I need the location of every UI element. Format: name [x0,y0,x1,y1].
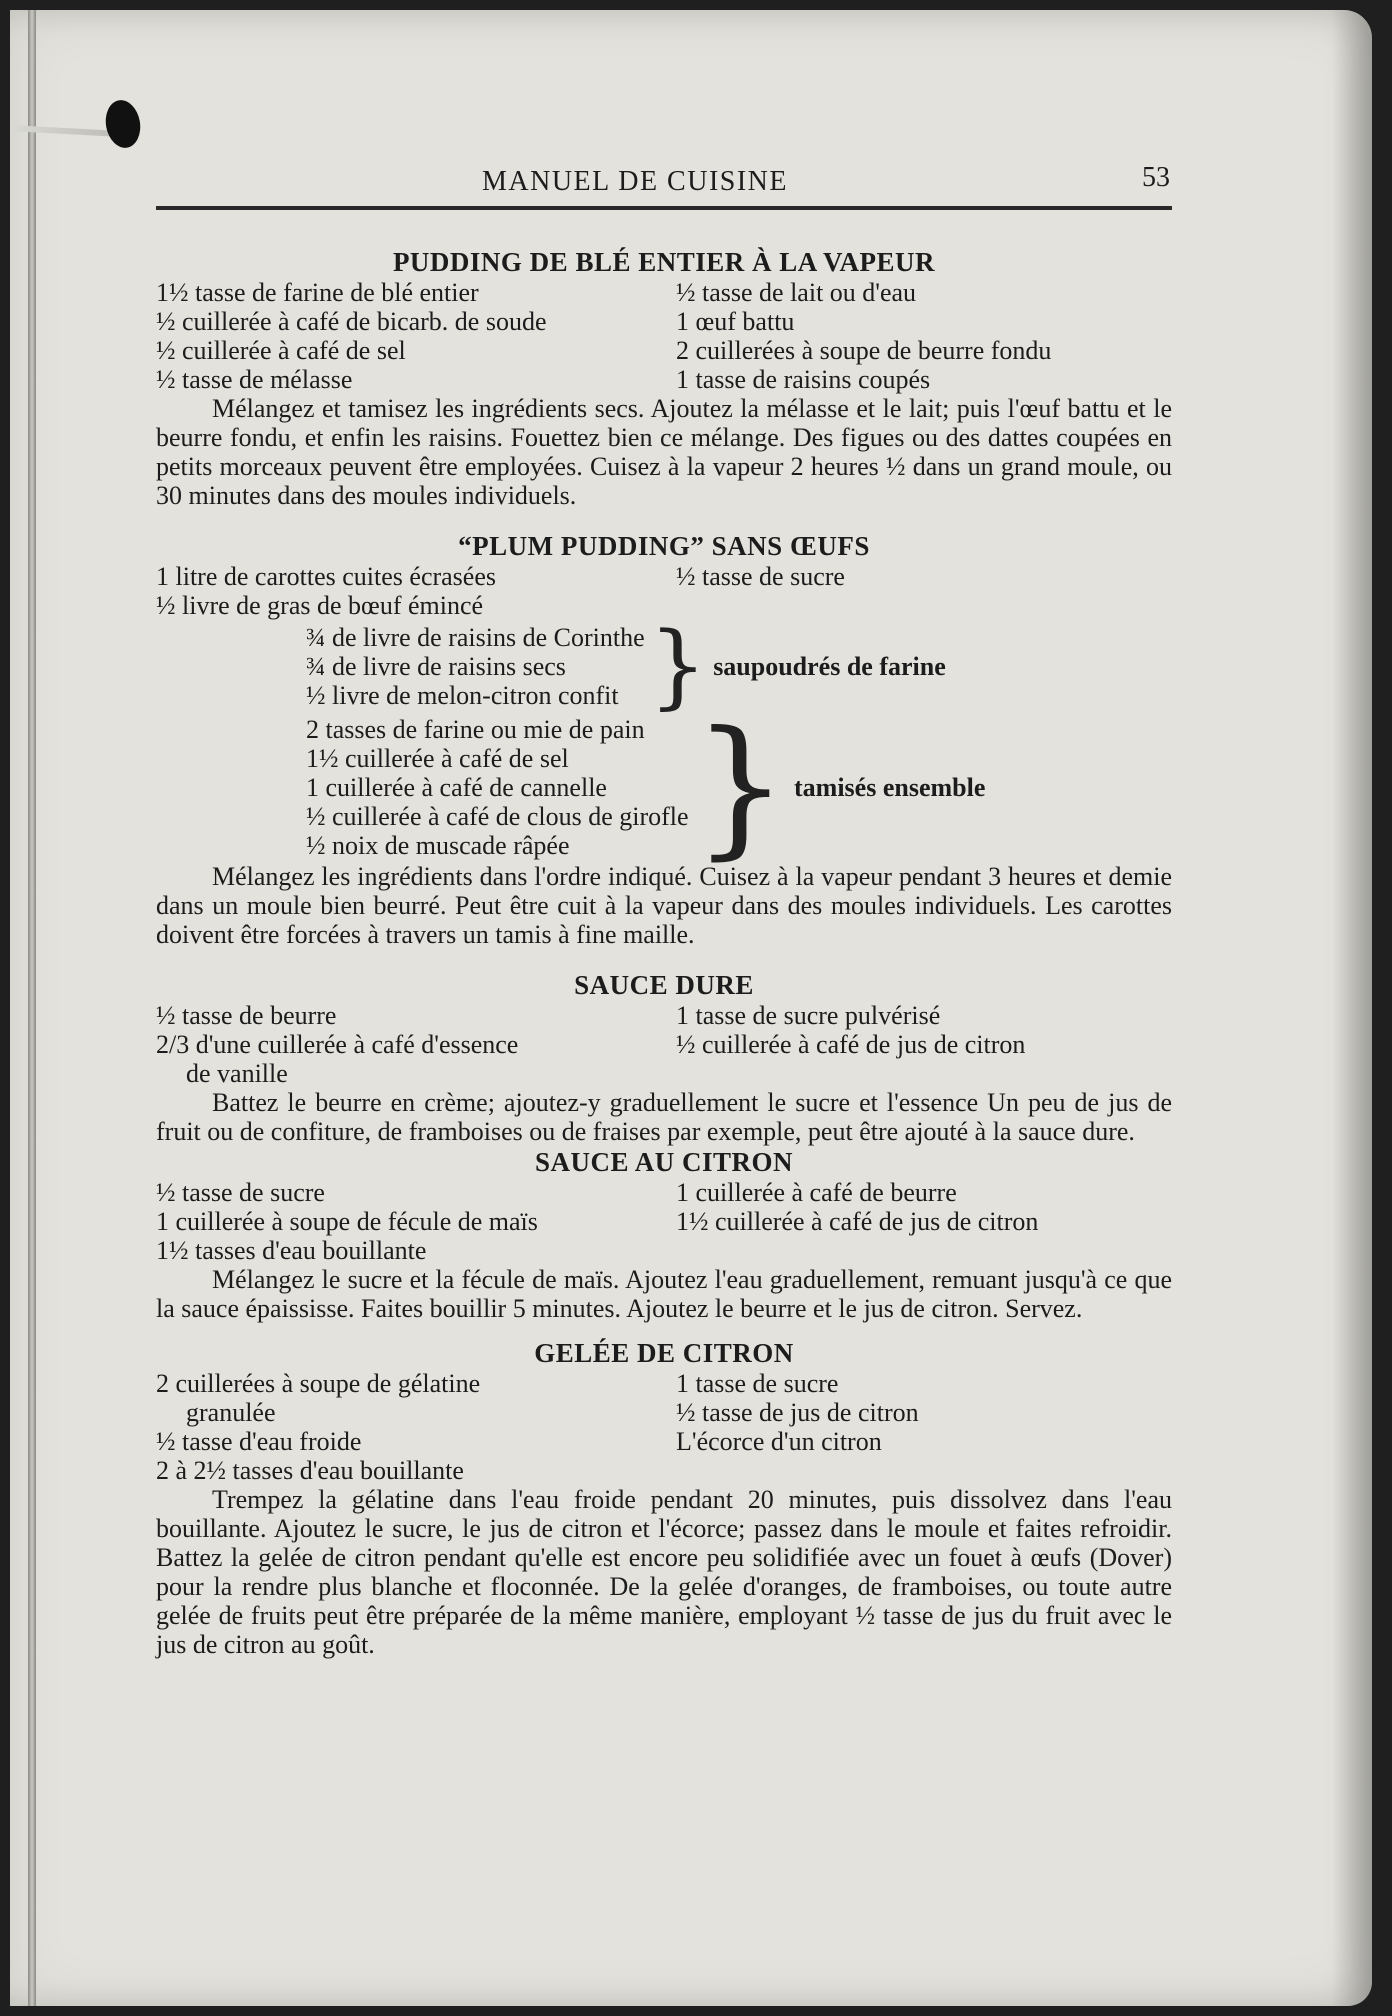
ingredient: de vanille [186,1059,288,1088]
ingredient: ½ tasse de jus de citron [676,1398,919,1427]
group-note: saupoudrés de farine [713,651,946,681]
recipe-sauce-citron [156,1146,1172,1323]
ingredient-group-floured [306,612,1172,719]
page-spine [28,10,36,2006]
recipe-title: SAUCE AU CITRON [534,1147,794,1177]
ingredient: ½ tasse de beurre [156,1001,337,1030]
binding-thread [10,125,120,137]
ingredient: ½ tasse d'eau froide [156,1427,362,1456]
ingredient: 2/3 d'une cuillerée à café d'essence [156,1030,519,1059]
ingredient: 2 cuillerées à soupe de beurre fondu [676,336,1052,365]
recipe-title: SAUCE DURE [574,970,754,1000]
recipe-pudding-ble [156,246,1172,510]
recipe-gelee-citron [156,1337,1172,1659]
ingredient-list [156,1001,1172,1088]
recipe-title: “PLUM PUDDING” SANS ŒUFS [458,531,870,561]
recipe-method: Battez le beurre en crème; ajoutez-y graduellement le sucre et l'essence Un peu de jus de fruit ou de confiture, de framboises ou de fraises par exemple, peut être ajouté à la sauce dure. [156,1088,1172,1146]
ingredient-group-sifted [306,700,1172,874]
ingredient-list [156,278,1172,394]
book-page [10,10,1372,2006]
ingredient: 1 cuillerée à café de cannelle [306,772,607,802]
ingredient: ½ livre de gras de bœuf émincé [156,591,484,620]
ingredient: 1 tasse de raisins coupés [676,365,931,394]
ingredient-list [156,1369,1172,1485]
recipe-method: Mélangez le sucre et la fécule de maïs. Ajoutez l'eau graduellement, remuant jusqu'à ce que la sauce épaississe. Faites bouillir 5 minutes. Ajoutez le beurre et le jus de citron. Servez. [156,1265,1172,1323]
page-edge-shadow [1332,10,1372,2006]
ingredient: L'écorce d'un citron [676,1427,882,1456]
recipe-method: Mélangez et tamisez les ingrédients secs. Ajoutez la mélasse et le lait; puis l'œuf battu et le beurre fondu, et enfin les raisins. Fouettez bien ce mélange. Des figues ou des dattes coupées en petits morceaux peuvent être employées. Cuisez à la vapeur 2 heures ½ dans un grand moule, ou 30 minutes dans des moules individuels. [156,394,1172,510]
right-brace-icon: } [648,612,708,719]
right-brace-icon: } [692,700,789,874]
ingredient-group-lines [306,623,645,710]
ingredient: ½ tasse de lait ou d'eau [676,278,917,307]
page-content [156,246,1172,1659]
ingredient-group-lines [306,715,689,860]
ingredient: 1½ cuillerée à café de sel [306,743,569,773]
ingredient: 2 cuillerées à soupe de gélatine [156,1369,481,1398]
group-note: tamisés ensemble [794,772,986,802]
ingredient: ½ cuillerée à café de jus de citron [676,1030,1026,1059]
ingredient: 1 litre de carottes cuites écrasées [156,562,496,591]
recipe-method: Mélangez les ingrédients dans l'ordre indiqué. Cuisez à la vapeur pendant 3 heures et demie dans un moule bien beurré. Peut être cuit à la vapeur dans des moules individuels. Les carottes doivent être forcées à travers un tamis à fine maille. [156,862,1172,949]
ingredient: 1 cuillerée à café de beurre [676,1178,957,1207]
ingredient: ½ cuillerée à café de sel [156,336,406,365]
ingredient: 1½ tasse de farine de blé entier [156,278,479,307]
page-number: 53 [1142,162,1170,193]
recipe-title: PUDDING DE BLÉ ENTIER À LA VAPEUR [392,247,936,277]
recipe-method: Trempez la gélatine dans l'eau froide pendant 20 minutes, puis dissolvez dans l'eau bouillante. Ajoutez le sucre, le jus de citron et l'écorce; passez dans le moule et faites refroidir. Battez la gelée de citron pendant qu'elle est encore peu solidifiée avec un fouet à œufs (Dover) pour la rendre plus blanche et floconnée. De la gelée d'oranges, de framboises, ou toute autre gelée de fruits peut être préparée de la même manière, employant ½ tasse de jus du fruit avec le jus de citron au goût. [156,1485,1172,1659]
ingredient: 1 cuillerée à soupe de fécule de maïs [156,1207,538,1236]
ingredient: ½ tasse de sucre [676,562,845,591]
ingredient: ½ tasse de mélasse [156,365,353,394]
recipe-sauce-dure [156,969,1172,1146]
ingredient-list [156,1178,1172,1265]
running-title: MANUEL DE CUISINE [482,166,788,197]
ingredient: ¾ de livre de raisins de Corinthe [306,622,645,652]
ingredient: 1½ cuillerée à café de jus de citron [676,1207,1039,1236]
ingredient: ¾ de livre de raisins secs [306,651,566,681]
binding-hole [102,97,144,150]
recipe-plum-pudding [156,530,1172,949]
ingredient: granulée [186,1398,276,1427]
ingredient: ½ noix de muscade râpée [306,830,570,860]
header-rule [156,206,1172,210]
ingredient: 1 œuf battu [676,307,795,336]
ingredient: 1½ tasses d'eau bouillante [156,1236,427,1265]
ingredient: 1 tasse de sucre pulvérisé [676,1001,941,1030]
recipe-title: GELÉE DE CITRON [534,1338,794,1368]
running-head [150,162,1170,202]
ingredient: 2 à 2½ tasses d'eau bouillante [156,1456,464,1485]
ingredient-list [156,562,1172,591]
ingredient: 2 tasses de farine ou mie de pain [306,714,645,744]
ingredient: ½ tasse de sucre [156,1178,325,1207]
ingredient: ½ livre de melon-citron confit [306,680,619,710]
ingredient: 1 tasse de sucre [676,1369,839,1398]
ingredient: ½ cuillerée à café de bicarb. de soude [156,307,547,336]
ingredient: ½ cuillerée à café de clous de girofle [306,801,689,831]
